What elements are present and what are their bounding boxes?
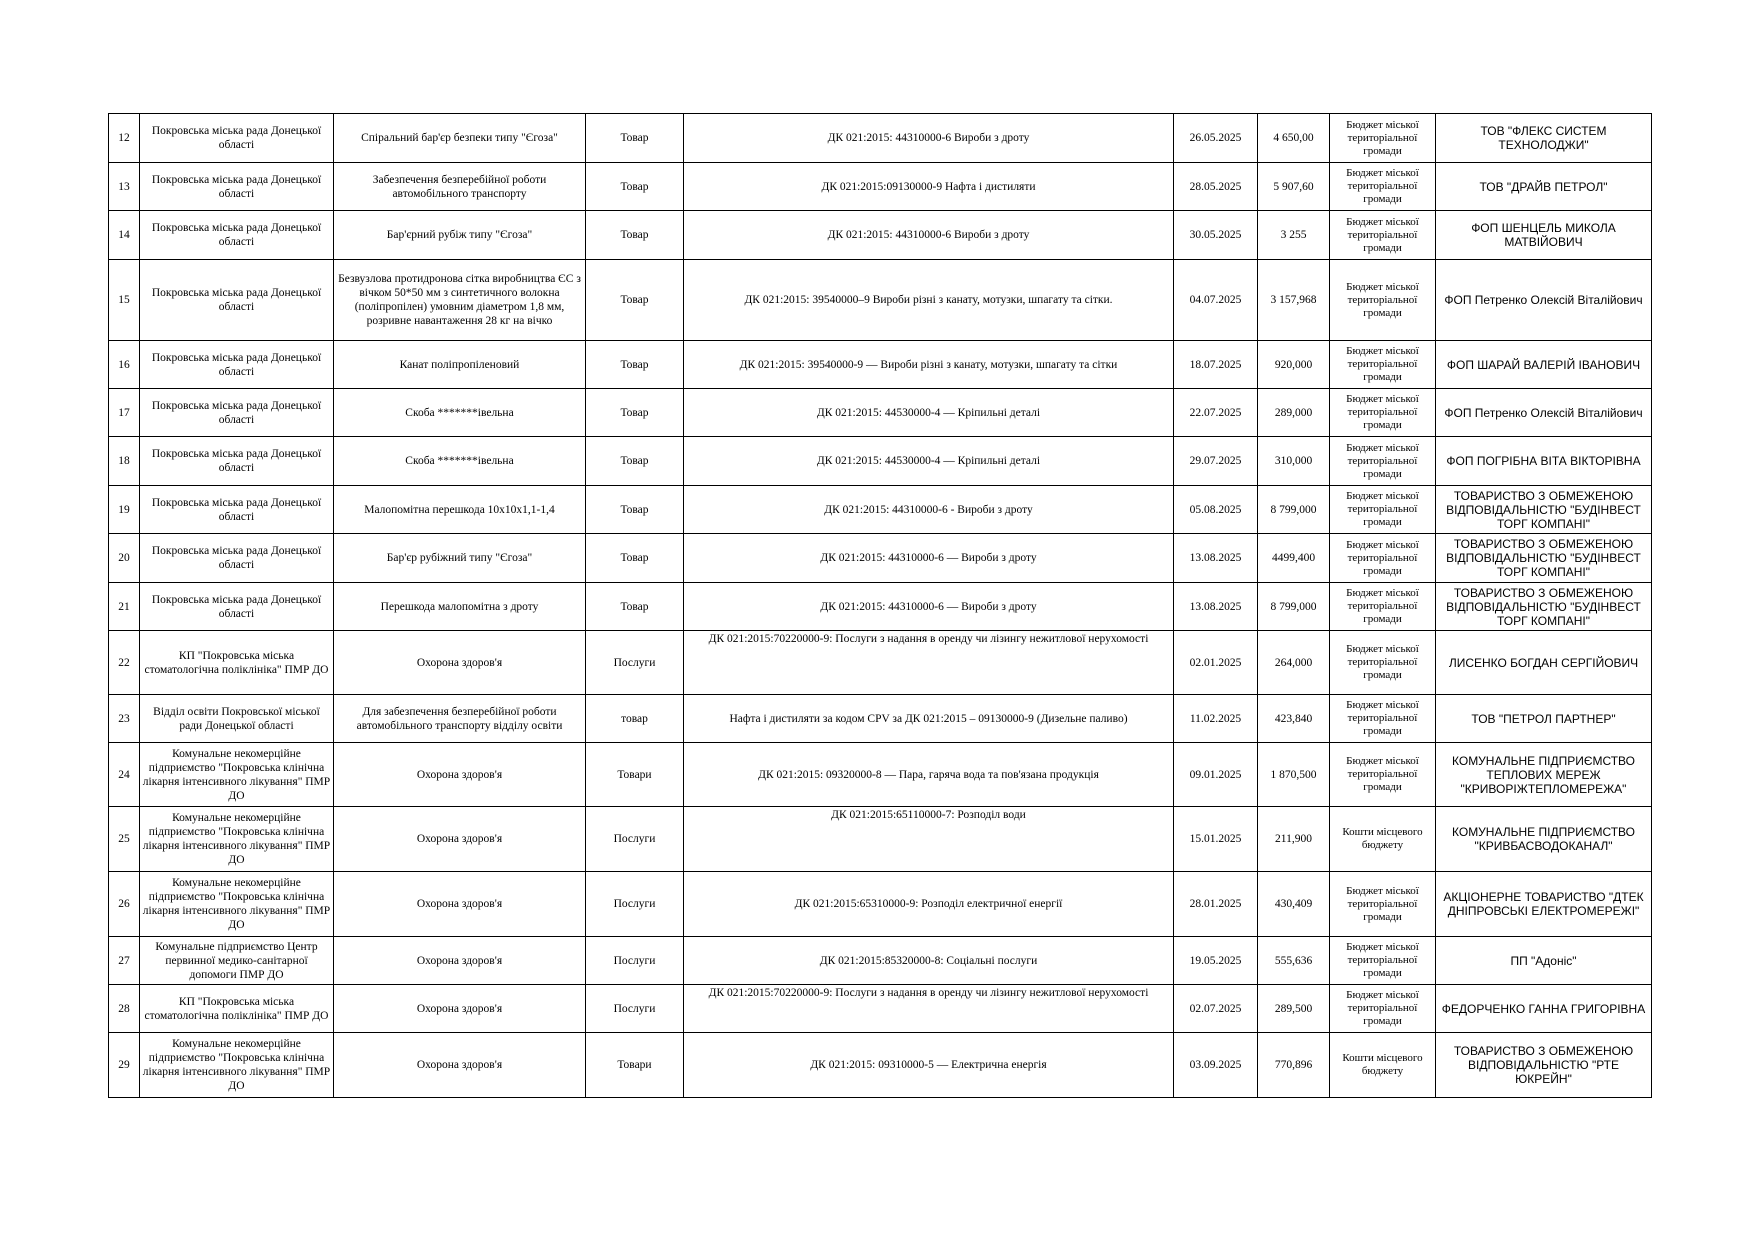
type-cell: Товар (586, 389, 684, 437)
row-number-cell: 15 (109, 260, 140, 341)
date-cell: 04.07.2025 (1174, 260, 1258, 341)
table-row (109, 1033, 1652, 1098)
type-cell: Товар (586, 341, 684, 389)
type-cell: Послуги (586, 872, 684, 937)
date-cell: 19.05.2025 (1174, 937, 1258, 985)
cpv-code-cell: ДК 021:2015:70220000-9: Послуги з надання в оренду чи лізингу нежитлової нерухомості (684, 631, 1174, 695)
type-cell: Послуги (586, 985, 684, 1033)
supplier-cell: ФОП ПОГРІБНА ВІТА ВІКТОРІВНА (1436, 437, 1652, 486)
type-cell: Товари (586, 1033, 684, 1098)
date-cell: 11.02.2025 (1174, 695, 1258, 743)
type-cell: Товар (586, 211, 684, 260)
amount-cell: 430,409 (1258, 872, 1330, 937)
customer-cell: Покровська міська рада Донецької області (140, 341, 334, 389)
subject-cell: Охорона здоров'я (334, 937, 586, 985)
amount-cell: 289,500 (1258, 985, 1330, 1033)
table-row (109, 695, 1652, 743)
date-cell: 03.09.2025 (1174, 1033, 1258, 1098)
funding-source-cell: Бюджет міської територіальної громади (1330, 534, 1436, 583)
row-number-cell: 16 (109, 341, 140, 389)
row-number-cell: 22 (109, 631, 140, 695)
amount-cell: 555,636 (1258, 937, 1330, 985)
subject-cell: Бар'єрний рубіж типу "Єгоза" (334, 211, 586, 260)
customer-cell: Покровська міська рада Донецької області (140, 163, 334, 211)
funding-source-cell: Бюджет міської територіальної громади (1330, 872, 1436, 937)
type-cell: товар (586, 695, 684, 743)
supplier-cell: ПП "Адоніс" (1436, 937, 1652, 985)
row-number-cell: 25 (109, 807, 140, 872)
row-number-cell: 29 (109, 1033, 140, 1098)
type-cell: Товар (586, 486, 684, 534)
funding-source-cell: Бюджет міської територіальної громади (1330, 985, 1436, 1033)
cpv-code-cell: ДК 021:2015:65110000-7: Розподіл води (684, 807, 1174, 872)
amount-cell: 211,900 (1258, 807, 1330, 872)
date-cell: 13.08.2025 (1174, 583, 1258, 631)
funding-source-cell: Бюджет міської територіальної громади (1330, 695, 1436, 743)
table-row (109, 872, 1652, 937)
table-row (109, 260, 1652, 341)
row-number-cell: 24 (109, 743, 140, 807)
funding-source-cell: Бюджет міської територіальної громади (1330, 114, 1436, 163)
funding-source-cell: Бюджет міської територіальної громади (1330, 341, 1436, 389)
date-cell: 28.05.2025 (1174, 163, 1258, 211)
subject-cell: Охорона здоров'я (334, 1033, 586, 1098)
type-cell: Товар (586, 260, 684, 341)
funding-source-cell: Бюджет міської територіальної громади (1330, 583, 1436, 631)
supplier-cell: ТОВАРИСТВО З ОБМЕЖЕНОЮ ВІДПОВІДАЛЬНІСТЮ "БУДІНВЕСТ ТОРГ КОМПАНІ" (1436, 486, 1652, 534)
customer-cell: Покровська міська рада Донецької області (140, 114, 334, 163)
table-row (109, 583, 1652, 631)
cpv-code-cell: ДК 021:2015: 44530000-4 — Кріпильні деталі (684, 437, 1174, 486)
table-body (109, 114, 1652, 1098)
type-cell: Послуги (586, 631, 684, 695)
date-cell: 05.08.2025 (1174, 486, 1258, 534)
cpv-code-cell: ДК 021:2015: 44310000-6 - Вироби з дроту (684, 486, 1174, 534)
cpv-code-cell: ДК 021:2015: 44310000-6 Вироби з дроту (684, 211, 1174, 260)
amount-cell: 1 870,500 (1258, 743, 1330, 807)
amount-cell: 423,840 (1258, 695, 1330, 743)
supplier-cell: ФОП ШАРАЙ ВАЛЕРІЙ ІВАНОВИЧ (1436, 341, 1652, 389)
supplier-cell: ТОВАРИСТВО З ОБМЕЖЕНОЮ ВІДПОВІДАЛЬНІСТЮ "БУДІНВЕСТ ТОРГ КОМПАНІ" (1436, 534, 1652, 583)
type-cell: Послуги (586, 807, 684, 872)
subject-cell: Скоба *******івельна (334, 389, 586, 437)
row-number-cell: 19 (109, 486, 140, 534)
amount-cell: 3 255 (1258, 211, 1330, 260)
table-row (109, 985, 1652, 1033)
cpv-code-cell: ДК 021:2015:65310000-9: Розподіл електричної енергії (684, 872, 1174, 937)
supplier-cell: КОМУНАЛЬНЕ ПІДПРИЄМСТВО ТЕПЛОВИХ МЕРЕЖ "КРИВОРІЖТЕПЛОМЕРЕЖА" (1436, 743, 1652, 807)
date-cell: 09.01.2025 (1174, 743, 1258, 807)
amount-cell: 4 650,00 (1258, 114, 1330, 163)
cpv-code-cell: ДК 021:2015:09130000-9 Нафта і дистиляти (684, 163, 1174, 211)
type-cell: Товар (586, 437, 684, 486)
table-row (109, 437, 1652, 486)
table-row (109, 743, 1652, 807)
customer-cell: Комунальне некомерційне підприємство "Покровська клінічна лікарня інтенсивного лікування" ПМР ДО (140, 807, 334, 872)
row-number-cell: 17 (109, 389, 140, 437)
funding-source-cell: Бюджет міської територіальної громади (1330, 211, 1436, 260)
cpv-code-cell: ДК 021:2015: 44310000-6 — Вироби з дроту (684, 534, 1174, 583)
type-cell: Товар (586, 114, 684, 163)
subject-cell: Бар'єр рубіжний типу "Єгоза" (334, 534, 586, 583)
supplier-cell: АКЦІОНЕРНЕ ТОВАРИСТВО "ДТЕК ДНІПРОВСЬКІ ЕЛЕКТРОМЕРЕЖІ" (1436, 872, 1652, 937)
amount-cell: 4499,400 (1258, 534, 1330, 583)
funding-source-cell: Бюджет міської територіальної громади (1330, 486, 1436, 534)
customer-cell: Комунальне некомерційне підприємство "Покровська клінічна лікарня інтенсивного лікування" ПМР ДО (140, 743, 334, 807)
subject-cell: Охорона здоров'я (334, 743, 586, 807)
funding-source-cell: Бюджет міської територіальної громади (1330, 437, 1436, 486)
row-number-cell: 12 (109, 114, 140, 163)
subject-cell: Охорона здоров'я (334, 985, 586, 1033)
supplier-cell: КОМУНАЛЬНЕ ПІДПРИЄМСТВО "КРИВБАСВОДОКАНАЛ" (1436, 807, 1652, 872)
cpv-code-cell: ДК 021:2015:85320000-8: Соціальні послуги (684, 937, 1174, 985)
date-cell: 29.07.2025 (1174, 437, 1258, 486)
customer-cell: Покровська міська рада Донецької області (140, 437, 334, 486)
cpv-code-cell: ДК 021:2015: 09320000-8 — Пара, гаряча вода та пов'язана продукція (684, 743, 1174, 807)
row-number-cell: 27 (109, 937, 140, 985)
cpv-code-cell: ДК 021:2015: 44530000-4 — Кріпильні деталі (684, 389, 1174, 437)
customer-cell: Покровська міська рада Донецької області (140, 534, 334, 583)
customer-cell: Відділ освіти Покровської міської ради Донецької області (140, 695, 334, 743)
funding-source-cell: Кошти місцевого бюджету (1330, 1033, 1436, 1098)
amount-cell: 5 907,60 (1258, 163, 1330, 211)
type-cell: Товар (586, 583, 684, 631)
row-number-cell: 23 (109, 695, 140, 743)
customer-cell: Покровська міська рада Донецької області (140, 486, 334, 534)
supplier-cell: ТОВАРИСТВО З ОБМЕЖЕНОЮ ВІДПОВІДАЛЬНІСТЮ "РТЕ ЮКРЕЙН" (1436, 1033, 1652, 1098)
date-cell: 30.05.2025 (1174, 211, 1258, 260)
subject-cell: Охорона здоров'я (334, 872, 586, 937)
funding-source-cell: Бюджет міської територіальної громади (1330, 631, 1436, 695)
row-number-cell: 14 (109, 211, 140, 260)
customer-cell: КП "Покровська міська стоматологічна поліклініка" ПМР ДО (140, 631, 334, 695)
date-cell: 02.07.2025 (1174, 985, 1258, 1033)
row-number-cell: 28 (109, 985, 140, 1033)
type-cell: Послуги (586, 937, 684, 985)
type-cell: Товар (586, 163, 684, 211)
amount-cell: 310,000 (1258, 437, 1330, 486)
customer-cell: Комунальне підприємство Центр первинної медико-санітарної допомоги ПМР ДО (140, 937, 334, 985)
date-cell: 26.05.2025 (1174, 114, 1258, 163)
table-row (109, 163, 1652, 211)
supplier-cell: ФОП Петренко Олексій Віталійович (1436, 260, 1652, 341)
date-cell: 02.01.2025 (1174, 631, 1258, 695)
amount-cell: 770,896 (1258, 1033, 1330, 1098)
date-cell: 28.01.2025 (1174, 872, 1258, 937)
cpv-code-cell: Нафта і дистиляти за кодом CPV за ДК 021:2015 – 09130000-9 (Дизельне паливо) (684, 695, 1174, 743)
customer-cell: КП "Покровська міська стоматологічна поліклініка" ПМР ДО (140, 985, 334, 1033)
supplier-cell: ТОВАРИСТВО З ОБМЕЖЕНОЮ ВІДПОВІДАЛЬНІСТЮ "БУДІНВЕСТ ТОРГ КОМПАНІ" (1436, 583, 1652, 631)
supplier-cell: ЛИСЕНКО БОГДАН СЕРГІЙОВИЧ (1436, 631, 1652, 695)
cpv-code-cell: ДК 021:2015: 09310000-5 — Електрична енергія (684, 1033, 1174, 1098)
subject-cell: Забезпечення безперебійної роботи автомобільного транспорту (334, 163, 586, 211)
subject-cell: Малопомітна перешкода 10x10x1,1-1,4 (334, 486, 586, 534)
customer-cell: Покровська міська рада Донецької області (140, 583, 334, 631)
supplier-cell: ТОВ "ПЕТРОЛ ПАРТНЕР" (1436, 695, 1652, 743)
amount-cell: 920,000 (1258, 341, 1330, 389)
subject-cell: Спіральний бар'єр безпеки типу "Єгоза" (334, 114, 586, 163)
funding-source-cell: Бюджет міської територіальної громади (1330, 260, 1436, 341)
date-cell: 18.07.2025 (1174, 341, 1258, 389)
table-row (109, 486, 1652, 534)
row-number-cell: 21 (109, 583, 140, 631)
funding-source-cell: Бюджет міської територіальної громади (1330, 743, 1436, 807)
funding-source-cell: Бюджет міської територіальної громади (1330, 389, 1436, 437)
cpv-code-cell: ДК 021:2015: 44310000-6 Вироби з дроту (684, 114, 1174, 163)
row-number-cell: 18 (109, 437, 140, 486)
funding-source-cell: Бюджет міської територіальної громади (1330, 937, 1436, 985)
table-row (109, 534, 1652, 583)
table-row (109, 807, 1652, 872)
subject-cell: Для забезпечення безперебійної роботи автомобільного транспорту відділу освіти (334, 695, 586, 743)
subject-cell: Скоба *******івельна (334, 437, 586, 486)
procurement-table (108, 113, 1652, 1098)
row-number-cell: 13 (109, 163, 140, 211)
table-row (109, 114, 1652, 163)
type-cell: Товар (586, 534, 684, 583)
supplier-cell: ТОВ "ФЛЕКС СИСТЕМ ТЕХНОЛОДЖИ" (1436, 114, 1652, 163)
date-cell: 22.07.2025 (1174, 389, 1258, 437)
subject-cell: Охорона здоров'я (334, 631, 586, 695)
amount-cell: 3 157,968 (1258, 260, 1330, 341)
amount-cell: 264,000 (1258, 631, 1330, 695)
customer-cell: Покровська міська рада Донецької області (140, 260, 334, 341)
supplier-cell: ФОП ШЕНЦЕЛЬ МИКОЛА МАТВІЙОВИЧ (1436, 211, 1652, 260)
amount-cell: 8 799,000 (1258, 486, 1330, 534)
cpv-code-cell: ДК 021:2015:70220000-9: Послуги з надання в оренду чи лізингу нежитлової нерухомості (684, 985, 1174, 1033)
subject-cell: Безвузлова протидронова сітка виробництва ЄС з вічком 50*50 мм з синтетичного волокна (поліпропілен) умовним діаметром 1,8 мм, розривне навантаження 28 кг на вічко (334, 260, 586, 341)
supplier-cell: ТОВ "ДРАЙВ ПЕТРОЛ" (1436, 163, 1652, 211)
subject-cell: Перешкода малопомітна з дроту (334, 583, 586, 631)
customer-cell: Покровська міська рада Донецької області (140, 211, 334, 260)
amount-cell: 289,000 (1258, 389, 1330, 437)
customer-cell: Комунальне некомерційне підприємство "Покровська клінічна лікарня інтенсивного лікування" ПМР ДО (140, 872, 334, 937)
table-row (109, 341, 1652, 389)
supplier-cell: ФЕДОРЧЕНКО ГАННА ГРИГОРІВНА (1436, 985, 1652, 1033)
table-row (109, 211, 1652, 260)
cpv-code-cell: ДК 021:2015: 44310000-6 — Вироби з дроту (684, 583, 1174, 631)
funding-source-cell: Кошти місцевого бюджету (1330, 807, 1436, 872)
row-number-cell: 26 (109, 872, 140, 937)
supplier-cell: ФОП Петренко Олексій Віталійович (1436, 389, 1652, 437)
row-number-cell: 20 (109, 534, 140, 583)
date-cell: 13.08.2025 (1174, 534, 1258, 583)
type-cell: Товари (586, 743, 684, 807)
customer-cell: Комунальне некомерційне підприємство "Покровська клінічна лікарня інтенсивного лікування" ПМР ДО (140, 1033, 334, 1098)
cpv-code-cell: ДК 021:2015: 39540000-9 — Вироби різні з канату, мотузки, шпагату та сітки (684, 341, 1174, 389)
customer-cell: Покровська міська рада Донецької області (140, 389, 334, 437)
date-cell: 15.01.2025 (1174, 807, 1258, 872)
table-row (109, 937, 1652, 985)
amount-cell: 8 799,000 (1258, 583, 1330, 631)
funding-source-cell: Бюджет міської територіальної громади (1330, 163, 1436, 211)
subject-cell: Канат поліпропіленовий (334, 341, 586, 389)
subject-cell: Охорона здоров'я (334, 807, 586, 872)
table-row (109, 389, 1652, 437)
table-row (109, 631, 1652, 695)
cpv-code-cell: ДК 021:2015: 39540000–9 Вироби різні з канату, мотузки, шпагату та сітки. (684, 260, 1174, 341)
